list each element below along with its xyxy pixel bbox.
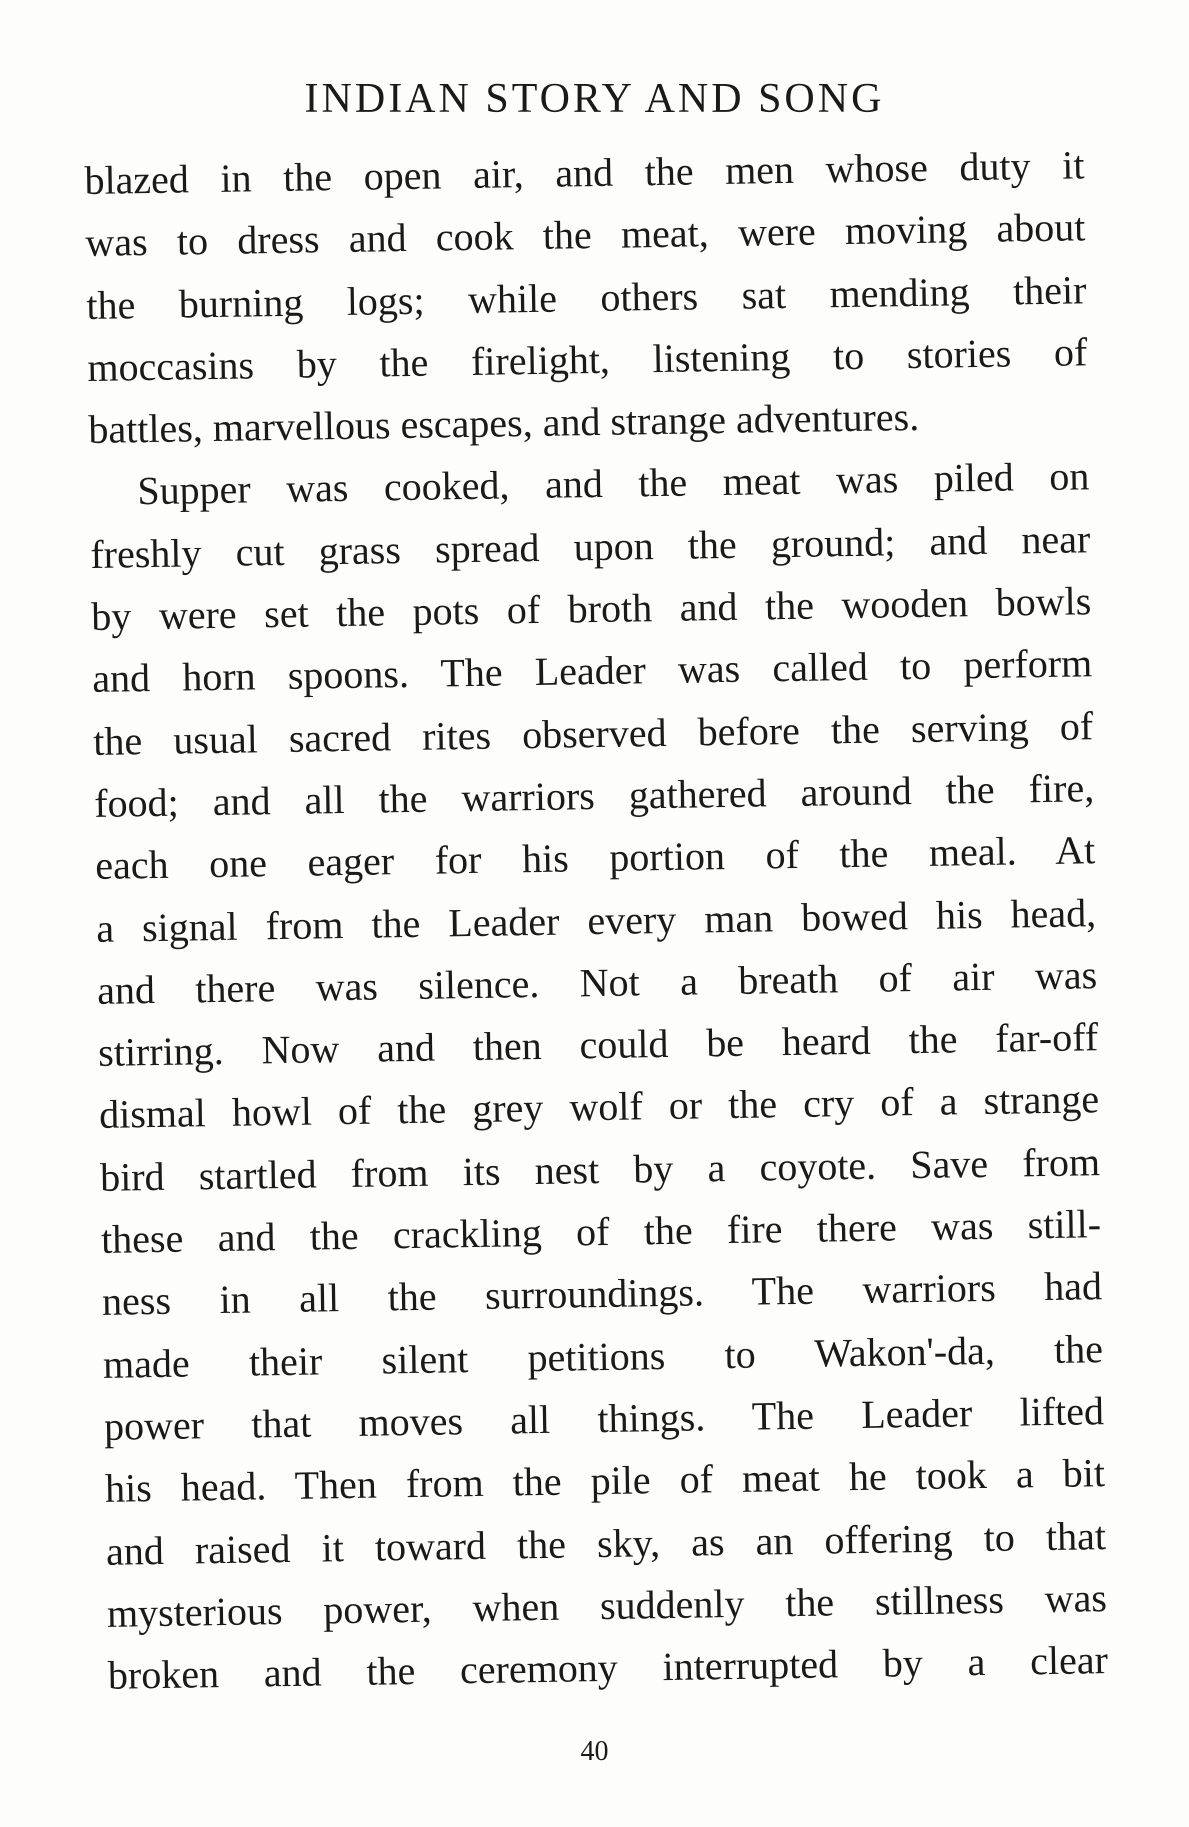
- text-line: moccasins by the firelight, listening to stories of: [87, 329, 1088, 390]
- text-line: and raised it toward the sky, as an offering to that: [105, 1512, 1107, 1574]
- text-line: power that moves all things. The Leader lifted: [103, 1388, 1105, 1449]
- paragraph-start-line: Supper was cooked, and the meat was piled on: [137, 453, 1090, 514]
- text-line: freshly cut grass spread upon the ground; and near: [89, 516, 1091, 577]
- text-line: was to dress and cook the meat, were moving about: [85, 204, 1086, 266]
- text-line: blazed in the open air, and the men whose duty it: [84, 142, 1085, 203]
- text-line: broken and the ceremony interrupted by a clear: [107, 1637, 1109, 1698]
- text-line: and horn spoons. The Leader was called to perform: [91, 640, 1093, 702]
- text-line: made their silent petitions to Wakon'-da, the: [102, 1325, 1104, 1387]
- text-line: the usual sacred rites observed before the serving of: [92, 702, 1094, 764]
- running-head: INDIAN STORY AND SONG: [304, 76, 885, 122]
- text-line: mysterious power, when suddenly the stillness was: [106, 1574, 1108, 1636]
- text-line: the burning logs; while others sat mending their: [86, 266, 1087, 328]
- text-line: ness in all the surroundings. The warriors had: [101, 1263, 1103, 1325]
- text-line: each one eager for his portion of the meal. At: [94, 827, 1096, 889]
- page-number: 40: [580, 1736, 609, 1767]
- text-line: dismal howl of the grey wolf or the cry of a strange: [98, 1076, 1100, 1138]
- text-line: by were set the pots of broth and the wooden bowls: [90, 578, 1092, 640]
- text-line: a signal from the Leader every man bowed his head,: [95, 889, 1097, 951]
- text-line: bird startled from its nest by a coyote. Save from: [99, 1138, 1101, 1200]
- body-text: [84, 134, 1108, 1707]
- text-line: these and the crackling of the fire there was still-: [100, 1201, 1102, 1262]
- text-line: his head. Then from the pile of meat he took a bit: [104, 1450, 1106, 1512]
- paragraph-end-line: battles, marvellous escapes, and strange adventures.: [88, 394, 920, 453]
- text-line: food; and all the warriors gathered around the fire,: [93, 765, 1095, 826]
- text-line: and there was silence. Not a breath of air was: [96, 952, 1098, 1013]
- text-line: stirring. Now and then could be heard the far-off: [97, 1014, 1099, 1076]
